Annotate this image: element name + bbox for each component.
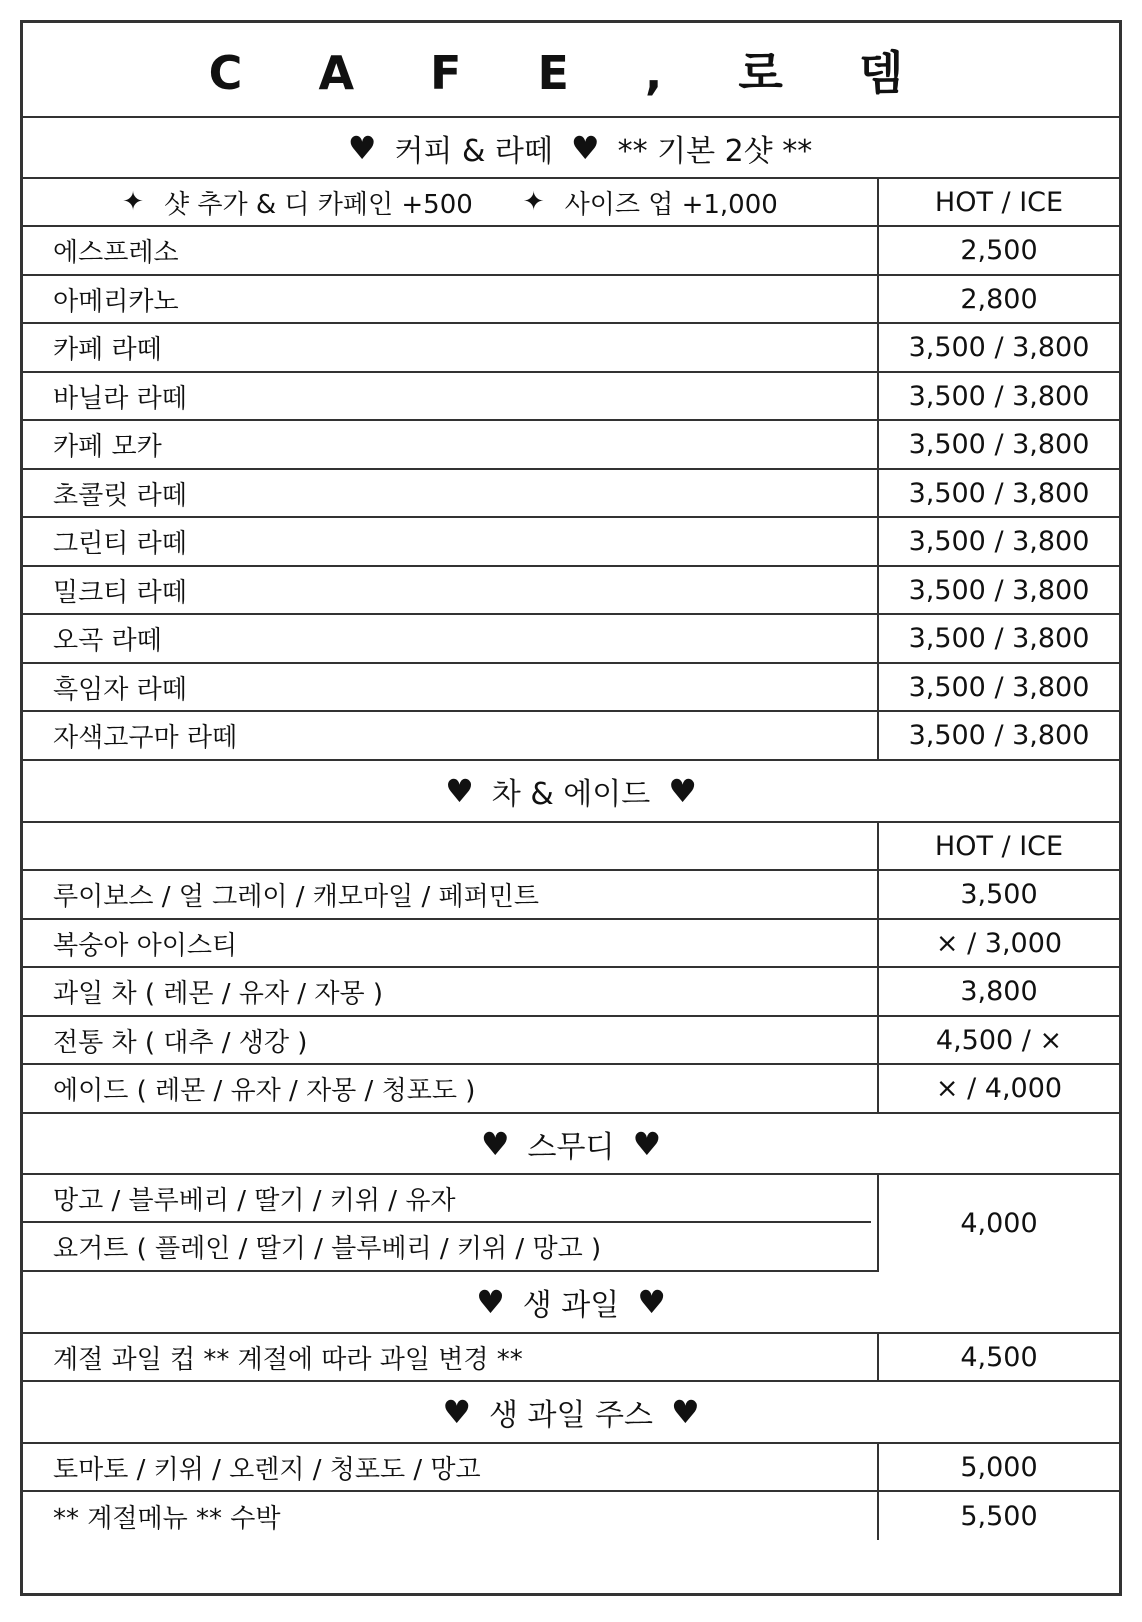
- menu-item-name: 밀크티 라떼: [53, 577, 187, 608]
- menu-item-price: 3,500 / 3,800: [877, 615, 1119, 662]
- menu-item-row: [23, 1017, 1119, 1065]
- menu-item-name: 토마토 / 키위 / 오렌지 / 청포도 / 망고: [53, 1454, 481, 1485]
- menu-item-price: 3,800: [877, 968, 1119, 1015]
- heart-icon: ♥: [670, 1393, 700, 1431]
- menu-item-name: 망고 / 블루베리 / 딸기 / 키위 / 유자: [53, 1185, 456, 1216]
- menu-item-price: 3,500 / 3,800: [877, 664, 1119, 710]
- menu-item-price: 5,500: [877, 1492, 1119, 1540]
- menu-item-price: 3,500 / 3,800: [877, 567, 1119, 613]
- smoothie-header-label: 스무디: [527, 1129, 615, 1165]
- coffee-header-label: 커피 & 라떼: [394, 133, 553, 169]
- menu-item-row: [23, 1065, 1119, 1114]
- menu-item-name: 오곡 라떼: [53, 626, 162, 656]
- menu-item-row: [23, 1334, 1119, 1382]
- tea-section-header: [23, 761, 1119, 823]
- juice-section-header: [23, 1382, 1119, 1444]
- menu-item-row: [23, 920, 1119, 968]
- menu-item-row: [23, 421, 1119, 470]
- menu-item-row: [23, 664, 1119, 712]
- menu-item-row: [23, 615, 1119, 664]
- menu-item-row: [23, 1492, 1119, 1593]
- menu-item-name: 루이보스 / 얼 그레이 / 캐모마일 / 페퍼민트: [53, 882, 539, 912]
- menu-item-row: [23, 712, 1119, 761]
- menu-item-row: [23, 276, 1119, 324]
- menu-item-name: 에이드 ( 레몬 / 유자 / 자몽 / 청포도 ): [53, 1076, 476, 1106]
- menu-item-name: 복숭아 아이스티: [53, 930, 238, 961]
- menu-item-name: 그린티 라떼: [53, 529, 187, 559]
- cafe-menu-board: [20, 20, 1122, 1596]
- heart-icon: ♥: [632, 1124, 662, 1163]
- heart-icon: ♥: [476, 1283, 505, 1321]
- menu-item-price: 5,000: [877, 1444, 1119, 1490]
- menu-item-price: 3,500 / 3,800: [877, 470, 1119, 516]
- option-extra-shot: 샷 추가 & 디 카페인 +500: [163, 189, 473, 220]
- menu-item-row: [23, 373, 1119, 421]
- coffee-header-note: ** 기본 2샷 **: [617, 133, 813, 169]
- menu-item-name: 아메리카노: [53, 286, 179, 317]
- menu-item-name: 자색고구마 라떼: [53, 723, 238, 753]
- menu-item-price: 3,500 / 3,800: [877, 518, 1119, 565]
- heart-icon: ♥: [637, 1283, 666, 1321]
- menu-item-price: 3,500 / 3,800: [877, 373, 1119, 419]
- smoothie-section-header: [23, 1114, 1119, 1175]
- menu-item-name: 흑임자 라떼: [53, 674, 187, 705]
- menu-item-row: [23, 324, 1119, 373]
- menu-item-row: [23, 1444, 1119, 1492]
- menu-item-name: 초콜릿 라떼: [53, 480, 187, 511]
- menu-item-price: 3,500 / 3,800: [877, 712, 1119, 759]
- fruit-section-header: [23, 1272, 1119, 1334]
- star-icon: ✦: [522, 187, 545, 217]
- heart-icon: ♥: [442, 1393, 471, 1431]
- menu-item-price: 3,500: [877, 871, 1119, 918]
- coffee-section-header: [23, 118, 1119, 179]
- menu-item-row: [23, 470, 1119, 518]
- menu-title-row: [23, 23, 1119, 118]
- menu-item-name: 전통 차 ( 대추 / 생강 ): [53, 1027, 308, 1058]
- fruit-header-label: 생 과일: [522, 1288, 620, 1323]
- menu-item-price: × / 4,000: [877, 1065, 1119, 1112]
- menu-item-price: 3,500 / 3,800: [877, 324, 1119, 371]
- menu-item-row: [23, 871, 1119, 920]
- menu-item-name: 카페 라떼: [53, 335, 162, 365]
- menu-item-name: 에스프레소: [53, 238, 179, 268]
- menu-item-row: [23, 518, 1119, 567]
- menu-item-name: ** 계절메뉴 ** 수박: [53, 1503, 281, 1534]
- heart-icon: ♥: [570, 128, 600, 167]
- menu-item-name: 과일 차 ( 레몬 / 유자 / 자몽 ): [53, 979, 383, 1009]
- menu-item-name: 바닐라 라떼: [53, 383, 187, 414]
- coffee-options-row: [23, 179, 1119, 227]
- juice-header-label: 생 과일 주스: [489, 1398, 653, 1433]
- menu-item-name: 계절 과일 컵 ** 계절에 따라 과일 변경 **: [53, 1344, 523, 1375]
- menu-item-price: 4,500 / ×: [877, 1017, 1119, 1063]
- menu-item-row: [23, 968, 1119, 1017]
- menu-item-row: [23, 567, 1119, 615]
- coffee-price-header: HOT / ICE: [877, 179, 1119, 225]
- heart-icon: ♥: [445, 772, 474, 810]
- tea-price-header-row: [23, 823, 1119, 871]
- heart-icon: ♥: [480, 1124, 510, 1163]
- menu-item-price: 2,800: [877, 276, 1119, 322]
- star-icon: ✦: [122, 187, 144, 217]
- menu-title: C A F E , 로 뎀: [208, 45, 934, 100]
- menu-item-name: 요거트 ( 플레인 / 딸기 / 블루베리 / 키위 / 망고 ): [53, 1234, 602, 1264]
- menu-item-price: 3,500 / 3,800: [877, 421, 1119, 468]
- menu-item-price: 2,500: [877, 227, 1119, 274]
- menu-item-price: × / 3,000: [877, 920, 1119, 966]
- heart-icon: ♥: [668, 772, 697, 810]
- menu-item-row: [23, 227, 1119, 276]
- option-size-up: 사이즈 업 +1,000: [564, 189, 778, 220]
- menu-item-price: 4,500: [877, 1334, 1119, 1380]
- tea-header-label: 차 & 에이드: [491, 777, 651, 812]
- menu-item-row: [23, 1175, 871, 1223]
- menu-item-name: 카페 모카: [53, 432, 162, 462]
- smoothie-price: 4,000: [879, 1175, 1119, 1272]
- tea-price-header: HOT / ICE: [877, 823, 1119, 869]
- heart-icon: ♥: [347, 128, 377, 167]
